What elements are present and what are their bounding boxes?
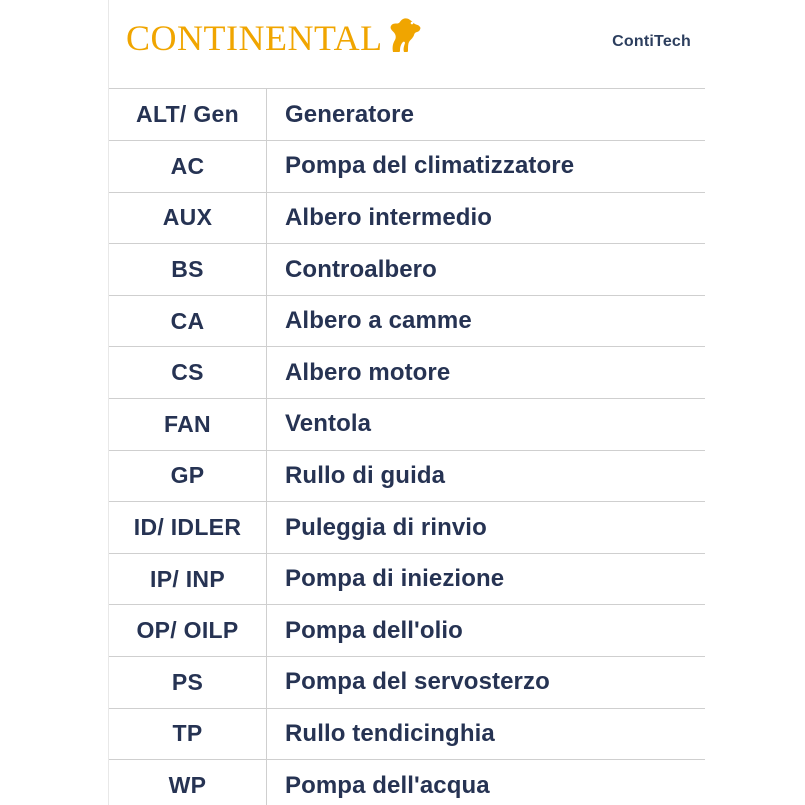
abbreviation-code: OP/ OILP <box>109 605 267 657</box>
abbreviation-description: Ventola <box>267 399 706 451</box>
abbreviation-code: TP <box>109 708 267 760</box>
table-row <box>109 553 705 605</box>
table-row <box>109 605 705 657</box>
legend-sheet <box>109 0 705 805</box>
abbreviation-description: Controalbero <box>267 244 706 296</box>
abbreviation-legend-table <box>109 89 705 805</box>
page-right-margin <box>704 0 805 805</box>
abbreviation-code: FAN <box>109 399 267 451</box>
table-row <box>109 450 705 502</box>
abbreviation-description: Rullo di guida <box>267 450 706 502</box>
brand-wordmark: CONTINENTAL <box>126 18 383 58</box>
abbreviation-code: BS <box>109 244 267 296</box>
abbreviation-code: GP <box>109 450 267 502</box>
abbreviation-description: Pompa del climatizzatore <box>267 141 706 193</box>
table-row <box>109 760 705 805</box>
abbreviation-description: Pompa dell'acqua <box>267 760 706 805</box>
abbreviation-description: Pompa dell'olio <box>267 605 706 657</box>
page-left-margin <box>0 0 109 805</box>
table-row <box>109 399 705 451</box>
abbreviation-code: IP/ INP <box>109 553 267 605</box>
abbreviation-description: Puleggia di rinvio <box>267 502 706 554</box>
abbreviation-code: ID/ IDLER <box>109 502 267 554</box>
abbreviation-description: Albero motore <box>267 347 706 399</box>
abbreviation-code: AC <box>109 141 267 193</box>
abbreviation-code: ALT/ Gen <box>109 89 267 141</box>
abbreviation-description: Pompa di iniezione <box>267 553 706 605</box>
contitech-label: ContiTech <box>612 33 691 50</box>
table-row <box>109 192 705 244</box>
abbreviation-description: Pompa del servosterzo <box>267 657 706 709</box>
table-row <box>109 295 705 347</box>
abbreviation-description: Albero intermedio <box>267 192 706 244</box>
table-row <box>109 141 705 193</box>
abbreviation-code: PS <box>109 657 267 709</box>
legend-table-body <box>109 89 705 805</box>
table-row <box>109 502 705 554</box>
table-row <box>109 89 705 141</box>
brand-header <box>109 0 705 89</box>
horse-logo-icon <box>387 14 421 54</box>
abbreviation-description: Albero a camme <box>267 295 706 347</box>
table-row <box>109 244 705 296</box>
continental-logo <box>126 18 421 58</box>
abbreviation-code: WP <box>109 760 267 805</box>
table-row <box>109 708 705 760</box>
abbreviation-description: Generatore <box>267 89 706 141</box>
table-row <box>109 347 705 399</box>
abbreviation-code: CS <box>109 347 267 399</box>
abbreviation-description: Rullo tendicinghia <box>267 708 706 760</box>
abbreviation-code: AUX <box>109 192 267 244</box>
table-row <box>109 657 705 709</box>
abbreviation-code: CA <box>109 295 267 347</box>
